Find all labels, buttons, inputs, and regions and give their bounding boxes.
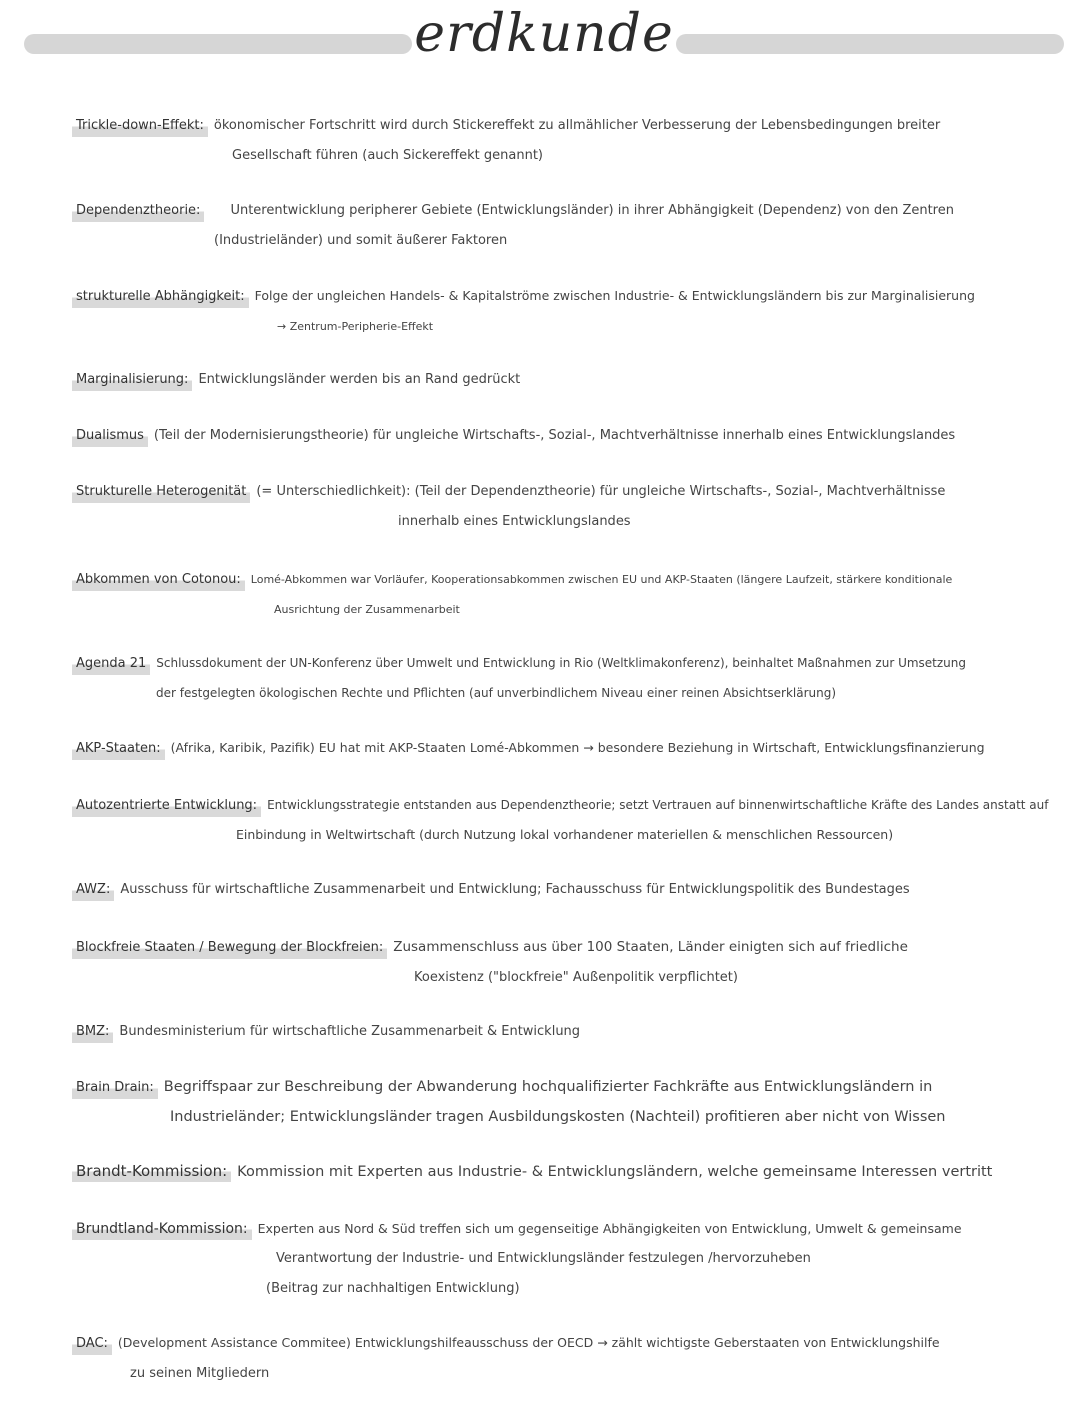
glossary-definition-continued: Ausrichtung der Zusammenarbeit [274, 603, 460, 616]
glossary-definition: Lomé-Abkommen war Vorläufer, Kooperationsabkommen zwischen EU und AKP-Staaten (längere Laufzeit, stärkere konditionale [250, 573, 953, 586]
glossary-definition-continued: Industrieländer; Entwicklungsländer tragen Ausbildungskosten (Nachteil) profitieren aber nicht von Wissen [170, 1109, 946, 1125]
glossary-entry [72, 564, 1068, 624]
glossary-term: Brundtland-Kommission: [72, 1215, 252, 1243]
glossary-definition-continued: (Industrieländer) und somit äußerer Faktoren [214, 233, 508, 248]
glossary-term: AKP-Staaten: [72, 735, 165, 763]
glossary-term: DAC: [72, 1330, 112, 1358]
glossary-entry [72, 420, 1068, 450]
header-bar-right [676, 34, 1064, 54]
glossary-definition: Ausschuss für wirtschaftliche Zusammenarbeit und Entwicklung; Fachausschuss für Entwicklungspolitik des Bundestages [120, 882, 910, 897]
page-title: erdkunde [414, 4, 674, 64]
glossary-definition: Bundesministerium für wirtschaftliche Zusammenarbeit & Entwicklung [119, 1024, 581, 1039]
glossary-definition: Begriffspaar zur Beschreibung der Abwanderung hochqualifizierter Fachkräfte aus Entwicklungsländern in [163, 1079, 933, 1095]
glossary-definition: (Afrika, Karibik, Pazifik) EU hat mit AKP-Staaten Lomé-Abkommen → besondere Beziehung in Wirtschaft, Entwicklungsfinanzierung [170, 740, 985, 755]
glossary-entry [72, 790, 1068, 849]
glossary-definition: Folge der ungleichen Handels- & Kapitalströme zwischen Industrie- & Entwicklungsländern bis zur Marginalisierung [254, 288, 975, 303]
glossary-entry [72, 1016, 1068, 1046]
glossary-definition: Entwicklungsländer werden bis an Rand gedrückt [198, 372, 521, 387]
glossary-definition-continued: der festgelegten ökologischen Rechte und Pflichten (auf unverbindlichem Niveau einer reinen Absichtserklärung) [156, 686, 837, 700]
glossary-definition-continued: Verantwortung der Industrie- und Entwicklungsländer festzulegen /hervorzuheben [276, 1251, 811, 1266]
glossary-term: AWZ: [72, 876, 114, 904]
glossary-definition-continued: → Zentrum-Peripherie-Effekt [277, 320, 434, 333]
glossary-entry [72, 1214, 1068, 1303]
glossary-definition: Unterentwicklung peripherer Gebiete (Entwicklungsländer) in ihrer Abhängigkeit (Dependenz) von den Zentren [230, 203, 954, 218]
glossary-definition-continued: innerhalb eines Entwicklungslandes [398, 514, 631, 529]
glossary-term: Autozentrierte Entwicklung: [72, 792, 261, 820]
glossary-term: Blockfreie Staaten / Bewegung der Blockfreien: [72, 934, 387, 962]
glossary-definition-continued: zu seinen Mitgliedern [130, 1366, 270, 1381]
glossary-term: Trickle-down-Effekt: [72, 112, 208, 140]
glossary-term: Agenda 21 [72, 650, 150, 678]
glossary-definition: (Teil der Modernisierungstheorie) für ungleiche Wirtschafts-, Sozial-, Machtverhältnisse innerhalb eines Entwicklungslandes [153, 428, 956, 443]
glossary-entry [72, 195, 1068, 255]
glossary-term: BMZ: [72, 1018, 113, 1046]
glossary-definition: (= Unterschiedlichkeit): (Teil der Dependenztheorie) für ungleiche Wirtschafts-, Sozial-, Machtverhältnisse [256, 484, 946, 499]
glossary-entry [72, 110, 1068, 170]
glossary-definition: (Development Assistance Commitee) Entwicklungshilfeausschuss der OECD → zählt wichtigste Geberstaaten von Entwicklungshilfe [117, 1335, 940, 1350]
glossary-definition: Zusammenschluss aus über 100 Staaten, Länder einigten sich auf friedliche [393, 939, 908, 955]
glossary-term: Dualismus [72, 422, 148, 450]
glossary-definition-continued: (Beitrag zur nachhaltigen Entwicklung) [266, 1281, 520, 1296]
glossary-entry [72, 281, 1068, 341]
glossary-term: strukturelle Abhängigkeit: [72, 283, 249, 311]
glossary-term: Brandt-Kommission: [72, 1157, 231, 1185]
glossary-term: Brain Drain: [72, 1074, 158, 1102]
header-bar-left [24, 34, 412, 54]
glossary-entry [72, 648, 1068, 707]
glossary-entry [72, 932, 1068, 992]
glossary-entry [72, 1072, 1068, 1131]
glossary-term: Dependenztheorie: [72, 197, 204, 225]
glossary-definition: ökonomischer Fortschritt wird durch Stickereffekt zu allmählicher Verbesserung der Lebensbedingungen breiter [213, 118, 941, 133]
glossary-term: Abkommen von Cotonou: [72, 566, 245, 594]
glossary-definition-continued: Gesellschaft führen (auch Sickereffekt genannt) [232, 148, 543, 163]
glossary-entry [72, 476, 1068, 536]
glossary-term: Marginalisierung: [72, 366, 192, 394]
glossary-entry [72, 874, 1068, 904]
glossary-definition: Kommission mit Experten aus Industrie- & Entwicklungsländern, welche gemeinsame Interessen vertritt [237, 1164, 993, 1180]
glossary-definition-continued: Einbindung in Weltwirtschaft (durch Nutzung lokal vorhandener materiellen & menschlichen Ressourcen) [236, 827, 894, 842]
glossary-definition: Entwicklungsstrategie entstanden aus Dependenztheorie; setzt Vertrauen auf binnenwirtschaftliche Kräfte des Landes anstatt auf [267, 798, 1049, 812]
glossary-entry [72, 1328, 1068, 1388]
glossary-definition: Schlussdokument der UN-Konferenz über Umwelt und Entwicklung in Rio (Weltklimakonferenz), beinhaltet Maßnahmen zur Umsetzung [156, 656, 967, 670]
glossary-entry [72, 364, 1068, 394]
glossary-entry [72, 1157, 1068, 1186]
glossary-definition: Experten aus Nord & Süd treffen sich um gegenseitige Abhängigkeiten von Entwicklung, Umwelt & gemeinsame [257, 1221, 962, 1236]
glossary-entry [72, 733, 1068, 763]
glossary-term: Strukturelle Heterogenität [72, 478, 250, 506]
glossary-definition-continued: Koexistenz ("blockfreie" Außenpolitik verpflichtet) [414, 970, 738, 985]
